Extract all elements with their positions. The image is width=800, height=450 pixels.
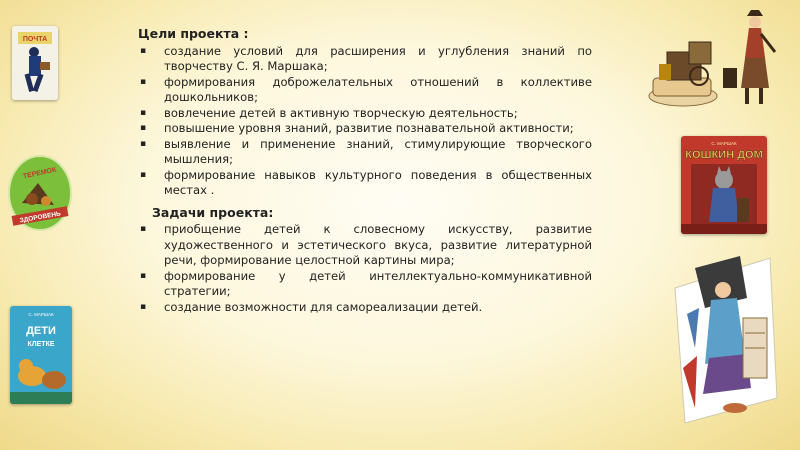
list-item: ▪ приобщение детей к словесному искусству, развитие художественного и эстетического вкуса, развитие литературной речи, формирование целостной картины мира;	[138, 222, 592, 269]
book-cover-deti-v-kletke	[10, 306, 72, 404]
book-cover-teremok	[8, 155, 72, 231]
cover-title-text: ДЕТИ	[26, 325, 56, 337]
tasks-heading: Задачи проекта:	[152, 204, 274, 220]
cover-author-text: С. МАРШАК	[28, 312, 54, 317]
list-item: ▪ формирование навыков культурного поведения в общественных местах .	[138, 168, 592, 199]
list-item: ▪ создание условий для расширения и углубления знаний по творчеству С. Я. Маршака;	[138, 44, 592, 75]
tasks-list	[138, 222, 592, 315]
list-item: ▪ создание возможности для самореализации детей.	[138, 300, 592, 316]
luggage-lady-illustration	[645, 8, 785, 116]
cover-title-text: КЛЕТКЕ	[27, 341, 55, 348]
book-cover-pochta	[12, 26, 58, 100]
list-item: ▪ повышение уровня знаний, развитие познавательной активности;	[138, 121, 592, 137]
goals-list	[138, 44, 592, 199]
cover-title-text: ТЕРЕМОК	[22, 166, 57, 181]
cover-subtitle-text: ЗДОРОВЕНЬ	[19, 210, 62, 225]
list-item: ▪ формирования доброжелательных отношений в коллективе дошкольников;	[138, 75, 592, 106]
cover-title-text: КОШКИН ДОМ	[685, 149, 763, 161]
cover-title-text: ПОЧТА	[22, 36, 48, 43]
goals-heading: Цели проекта :	[138, 26, 249, 41]
list-item: ▪ вовлечение детей в активную творческую деятельность;	[138, 106, 592, 122]
list-item: ▪ выявление и применение знаний, стимулирующие творческого мышления;	[138, 137, 592, 168]
book-cover-koshkin-dom	[681, 136, 767, 234]
cover-author-text: С. МАРШАК	[711, 141, 737, 146]
old-woman-illustration	[665, 248, 780, 428]
list-item: ▪ формирование у детей интеллектуально-коммуникативной стратегии;	[138, 269, 592, 300]
main-text-block	[138, 26, 592, 315]
